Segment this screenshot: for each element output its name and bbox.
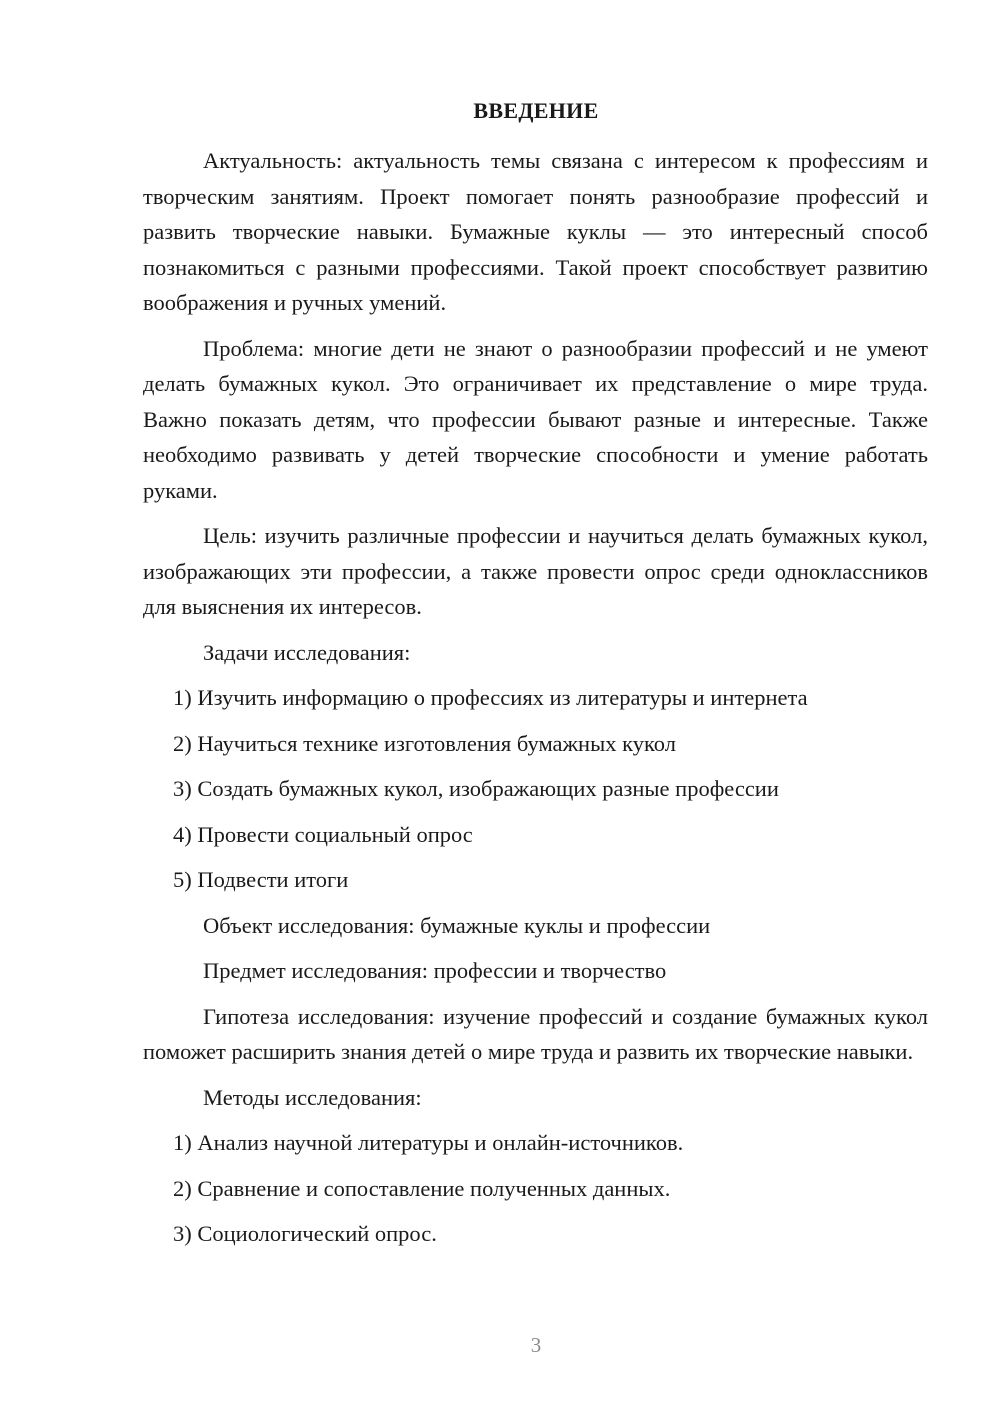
- page-number: 3: [530, 1333, 542, 1357]
- hypothesis-paragraph: Гипотеза исследования: изучение профессий и создание бумажных кукол поможет расширить знания детей о мире труда и развить их творческие навыки.: [143, 1003, 928, 1064]
- list-item: 2) Научиться технике изготовления бумажных кукол: [173, 730, 676, 756]
- tasks-heading: Задачи исследования:: [203, 639, 411, 665]
- object-paragraph: Объект исследования: бумажные куклы и профессии: [203, 912, 711, 938]
- list-item: 3) Социологический опрос.: [173, 1221, 437, 1246]
- methods-list: [143, 1125, 928, 1252]
- list-item: 4) Провести социальный опрос: [173, 821, 473, 847]
- page-title: ВВЕДЕНИЕ: [473, 98, 599, 123]
- page-body: [143, 143, 928, 1262]
- goal-paragraph: Цель: изучить различные профессии и научиться делать бумажных кукол, изображающих эти профессии, а также провести опрос среди одноклассников для выяснения их интересов.: [143, 523, 928, 619]
- list-item: 1) Изучить информацию о профессиях из литературы и интернета: [173, 685, 808, 710]
- list-item: 3) Создать бумажных кукол, изображающих разные профессии: [173, 776, 779, 801]
- tasks-list: [143, 680, 928, 898]
- list-item: 1) Анализ научной литературы и онлайн-источников.: [173, 1130, 684, 1155]
- subject-paragraph: Предмет исследования: профессии и творчество: [203, 958, 667, 983]
- list-item: 5) Подвести итоги: [173, 867, 349, 892]
- relevance-paragraph: Актуальность: актуальность темы связана с интересом к профессиям и творческим занятиям. Проект помогает понять разнообразие профессий и развить творческие навыки. Бумажные куклы — это интересный способ познакомиться с разными профессиями. Такой проект способствует развитию воображения и ручных умений.: [143, 148, 928, 315]
- list-item: 2) Сравнение и сопоставление полученных данных.: [173, 1175, 671, 1201]
- methods-heading: Методы исследования:: [203, 1084, 422, 1110]
- problem-paragraph: Проблема: многие дети не знают о разнообразии профессий и не умеют делать бумажных кукол. Это ограничивает их представление о мире труда. Важно показать детям, что профессии бывают разные и интересные. Также необходимо развивать у детей творческие способности и умение работать руками.: [143, 335, 928, 503]
